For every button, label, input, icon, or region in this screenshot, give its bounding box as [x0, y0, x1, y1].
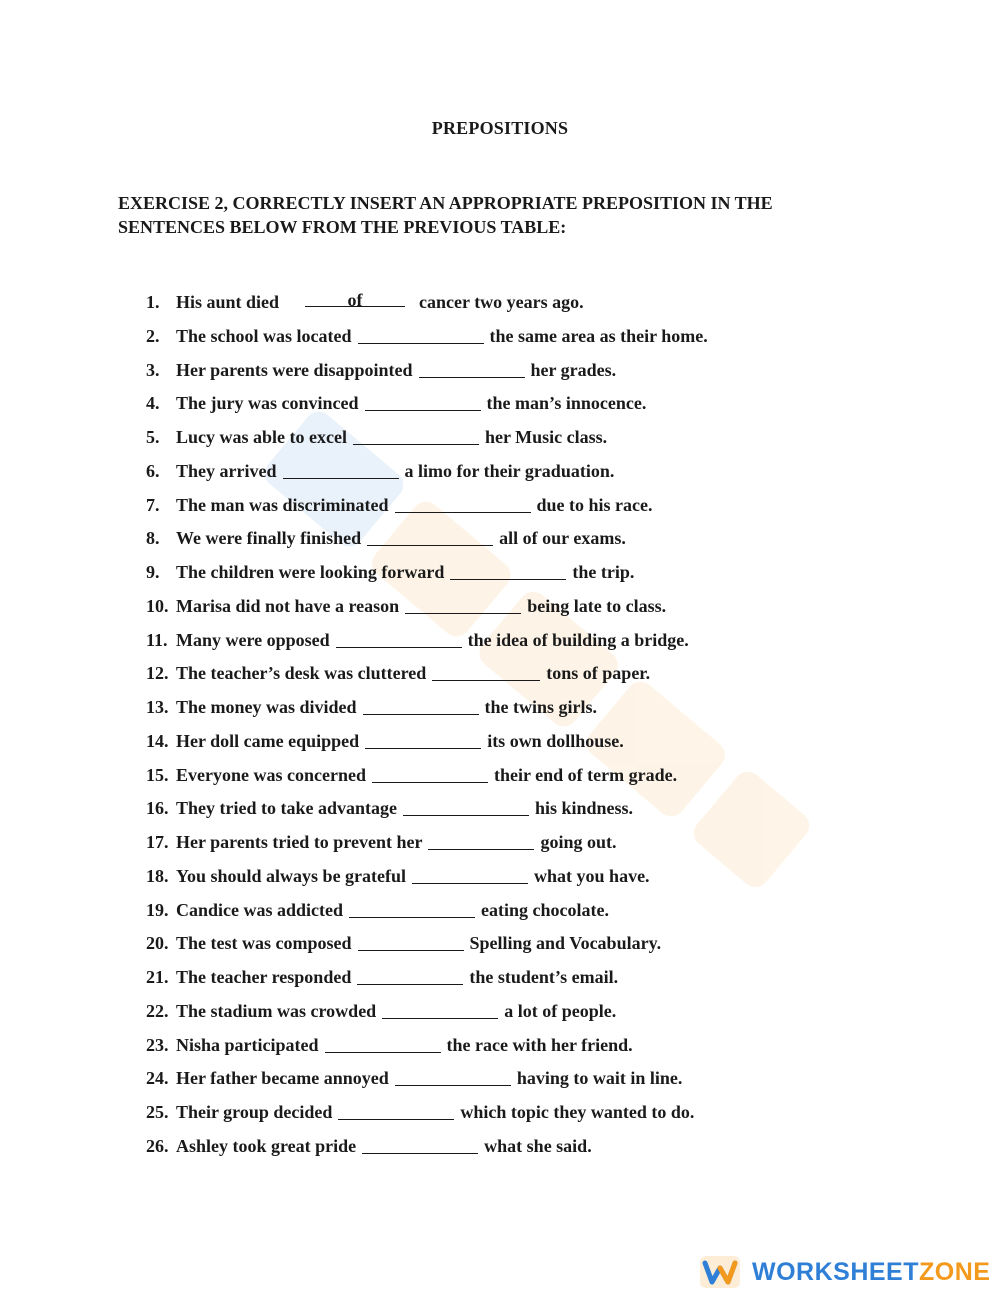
exercise-item — [146, 691, 708, 725]
sentence-start: The children were looking forward — [176, 562, 445, 582]
brand-name — [752, 1258, 990, 1287]
answer-blank[interactable] — [405, 595, 521, 614]
exercise-item — [146, 421, 708, 455]
answer-blank[interactable] — [403, 797, 529, 816]
exercise-item — [146, 624, 708, 658]
exercise-item — [146, 759, 708, 793]
sentence-end: eating chocolate. — [481, 899, 609, 920]
sentence-end: his kindness. — [534, 798, 634, 819]
sentence-start: They arrived — [176, 460, 277, 481]
answer-blank[interactable] — [382, 1000, 498, 1019]
exercise-number: 19. — [146, 899, 169, 920]
answer-blank[interactable] — [358, 932, 464, 951]
exercise-number: 15. — [146, 764, 169, 785]
exercise-number: 1. — [146, 292, 160, 312]
exercise-number: 2. — [146, 325, 160, 346]
sentence-end: a lot of people. — [504, 1000, 617, 1021]
answer-blank[interactable] — [338, 1101, 454, 1120]
sentence-start: The jury was convinced — [176, 393, 359, 414]
answer-blank[interactable] — [395, 1067, 511, 1086]
sentence-start: Her doll came equipped — [176, 730, 360, 751]
sentence-start: The teacher responded — [176, 967, 352, 987]
brand-logo — [700, 1254, 990, 1290]
exercise-number: 10. — [146, 595, 169, 616]
answer-blank[interactable] — [412, 865, 528, 884]
exercise-number: 4. — [146, 393, 160, 414]
sentence-start: Ashley took great pride — [176, 1135, 357, 1156]
answer-blank[interactable] — [363, 696, 479, 715]
sentence-start: They tried to take advantage — [176, 798, 397, 819]
answer-blank[interactable] — [419, 359, 525, 378]
exercise-item — [146, 894, 708, 928]
sentence-start: Their group decided — [176, 1102, 333, 1122]
sentence-start: The test was composed — [176, 933, 352, 954]
exercise-item — [146, 927, 708, 961]
exercise-item — [146, 1096, 708, 1130]
sentence-end: her Music class. — [484, 427, 608, 447]
exercise-number: 3. — [146, 359, 160, 380]
exercise-number: 26. — [146, 1135, 169, 1156]
sentence-start: You should always be grateful — [176, 865, 407, 886]
exercise-number: 21. — [146, 967, 169, 987]
sentence-end: what you have. — [534, 865, 650, 886]
answer-blank[interactable] — [362, 1135, 478, 1154]
answer-blank[interactable] — [365, 392, 481, 411]
sentence-end: the twins girls. — [484, 697, 598, 717]
sentence-start: His aunt died — [176, 292, 280, 312]
exercise-item — [146, 657, 708, 691]
answer-blank[interactable] — [358, 325, 484, 344]
exercise-item — [146, 455, 708, 489]
answer-blank[interactable] — [357, 966, 463, 985]
answer-text: of — [347, 290, 363, 310]
exercise-number: 23. — [146, 1034, 169, 1055]
sentence-start: Marisa did not have a reason — [176, 595, 400, 616]
sentence-end: a limo for their graduation. — [404, 460, 615, 481]
exercise-item — [146, 995, 708, 1029]
exercise-instructions: EXERCISE 2, CORRECTLY INSERT AN APPROPRIATE PREPOSITION IN THE SENTENCES BELOW FROM THE PREVIOUS TABLE: — [118, 193, 773, 237]
exercise-number: 17. — [146, 832, 169, 852]
exercise-item — [146, 725, 708, 759]
exercise-number: 24. — [146, 1068, 169, 1089]
exercise-number: 5. — [146, 427, 160, 447]
exercise-number: 7. — [146, 494, 160, 515]
sentence-start: The school was located — [176, 325, 352, 346]
sentence-start: Her parents were disappointed — [176, 359, 413, 380]
sentence-start: The money was divided — [176, 697, 357, 717]
sentence-end: being late to class. — [527, 595, 667, 616]
exercise-number: 25. — [146, 1102, 169, 1122]
exercise-number: 20. — [146, 933, 169, 954]
exercise-item — [146, 387, 708, 421]
exercise-item — [146, 354, 708, 388]
page-title: PREPOSITIONS — [431, 118, 569, 138]
sentence-start: Lucy was able to excel — [176, 427, 347, 447]
brand-name-part2: ZONE — [919, 1257, 991, 1286]
exercise-item — [146, 1062, 708, 1096]
answer-blank[interactable] — [395, 494, 531, 513]
exercise-number: 9. — [146, 562, 160, 582]
exercise-item — [146, 286, 708, 320]
sentence-end: their end of term grade. — [493, 764, 678, 785]
sentence-start: Her parents tried to prevent her — [176, 832, 423, 852]
exercise-item — [146, 590, 708, 624]
exercise-number: 8. — [146, 528, 160, 549]
sentence-start: Nisha participated — [176, 1034, 319, 1055]
sentence-start: Many were opposed — [176, 629, 330, 650]
sentence-end: the idea of building a bridge. — [467, 629, 689, 650]
sentence-end: the man’s innocence. — [486, 393, 647, 414]
brand-name-part1: WORKSHEET — [752, 1257, 919, 1286]
exercise-item — [146, 860, 708, 894]
answer-blank[interactable] — [428, 831, 534, 850]
exercise-number: 13. — [146, 697, 169, 717]
exercise-number: 6. — [146, 460, 160, 481]
answer-blank[interactable] — [365, 730, 481, 749]
answer-blank[interactable] — [336, 629, 462, 648]
exercise-item — [146, 522, 708, 556]
answer-blank[interactable] — [372, 764, 488, 783]
sentence-end: cancer two years ago. — [419, 292, 584, 312]
sentence-end: the student’s email. — [469, 967, 619, 987]
exercise-number: 16. — [146, 798, 169, 819]
exercise-number: 22. — [146, 1000, 169, 1021]
sentence-start: Her father became annoyed — [176, 1068, 389, 1089]
sentence-start: The teacher’s desk was cluttered — [176, 663, 427, 684]
exercise-item — [146, 792, 708, 826]
sentence-end: going out. — [540, 832, 617, 852]
exercise-item — [146, 961, 708, 995]
answer-blank[interactable] — [283, 460, 399, 479]
answer-blank[interactable] — [432, 662, 540, 681]
answer-blank[interactable] — [353, 426, 479, 445]
sentence-start: We were finally finished — [176, 528, 362, 549]
exercise-item — [146, 489, 708, 523]
exercise-item — [146, 1029, 708, 1063]
sentence-end: what she said. — [484, 1135, 592, 1156]
answer-blank[interactable] — [305, 288, 405, 310]
sentence-end: due to his race. — [536, 494, 653, 515]
answer-blank[interactable] — [349, 899, 475, 918]
sentence-end: its own dollhouse. — [487, 730, 624, 751]
exercise-list — [146, 286, 708, 1164]
sentence-end: Spelling and Vocabulary. — [469, 933, 662, 954]
exercise-number: 18. — [146, 865, 169, 886]
exercise-item — [146, 320, 708, 354]
exercise-item — [146, 556, 708, 590]
sentence-start: The man was discriminated — [176, 494, 389, 515]
answer-blank[interactable] — [367, 527, 493, 546]
w-logo-icon — [700, 1256, 740, 1288]
sentence-end: the race with her friend. — [446, 1034, 633, 1055]
exercise-number: 12. — [146, 663, 169, 684]
answer-blank[interactable] — [325, 1034, 441, 1053]
sentence-start: The stadium was crowded — [176, 1000, 377, 1021]
sentence-end: all of our exams. — [499, 528, 626, 549]
sentence-end: which topic they wanted to do. — [460, 1102, 695, 1122]
exercise-item — [146, 826, 708, 860]
exercise-number: 11. — [146, 629, 168, 650]
exercise-item — [146, 1130, 708, 1164]
sentence-end: the same area as their home. — [489, 325, 708, 346]
sentence-start: Everyone was concerned — [176, 764, 366, 785]
sentence-end: her grades. — [530, 359, 617, 380]
exercise-number: 14. — [146, 730, 169, 751]
answer-blank[interactable] — [450, 561, 566, 580]
sentence-start: Candice was addicted — [176, 899, 344, 920]
sentence-end: the trip. — [572, 562, 635, 582]
sentence-end: tons of paper. — [546, 663, 651, 684]
sentence-end: having to wait in line. — [516, 1068, 683, 1089]
